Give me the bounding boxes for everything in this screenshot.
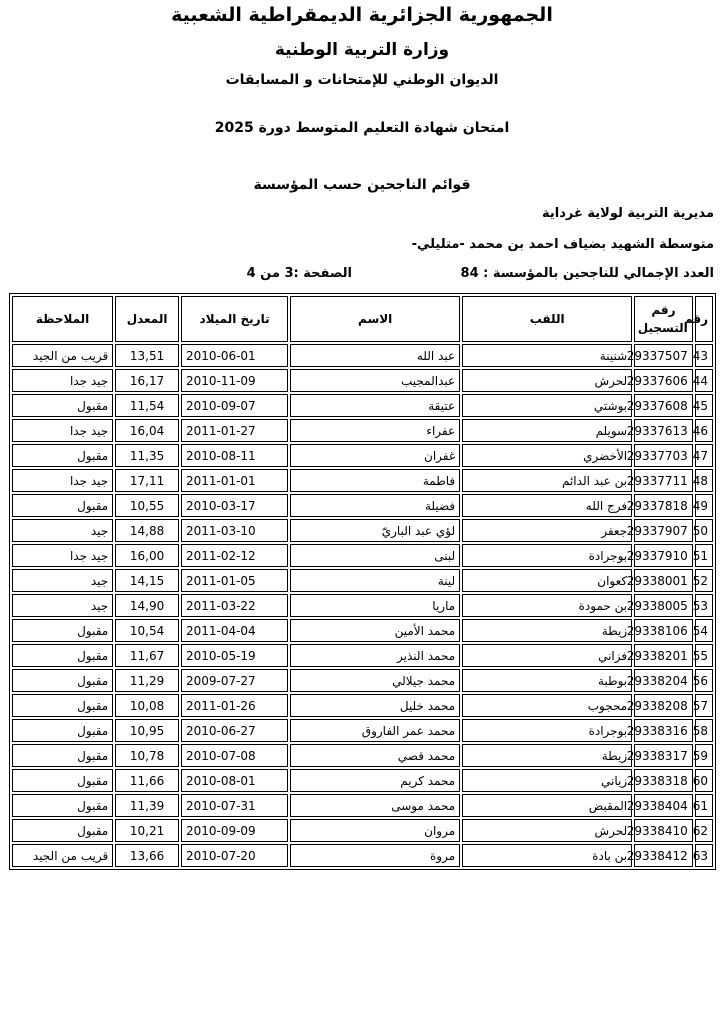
- birth-date-cell: 2010-09-07: [181, 394, 288, 417]
- row-number: 56: [695, 669, 713, 692]
- registration-number: 29338412: [634, 844, 693, 867]
- average-cell: 17,11: [115, 469, 179, 492]
- surname-cell: سويلم: [462, 419, 632, 442]
- registration-number: 29337703: [634, 444, 693, 467]
- registration-number: 29338201: [634, 644, 693, 667]
- remark-cell: جيد: [12, 519, 113, 542]
- row-number: 59: [695, 744, 713, 767]
- birth-date-cell: 2011-03-22: [181, 594, 288, 617]
- row-number: 49: [695, 494, 713, 517]
- table-row: [12, 744, 713, 767]
- average-cell: 16,04: [115, 419, 179, 442]
- row-number: 53: [695, 594, 713, 617]
- table-row: [12, 619, 713, 642]
- table-row: [12, 419, 713, 442]
- remark-cell: مقبول: [12, 794, 113, 817]
- remark-cell: مقبول: [12, 744, 113, 767]
- table-row: [12, 694, 713, 717]
- table-row: [12, 369, 713, 392]
- results-table: [9, 293, 716, 870]
- birth-date-cell: 2010-07-20: [181, 844, 288, 867]
- header-avg: المعدل: [115, 296, 179, 342]
- birth-date-cell: 2011-01-27: [181, 419, 288, 442]
- first-name-cell: عفراء: [290, 419, 460, 442]
- remark-cell: مقبول: [12, 819, 113, 842]
- remark-cell: قريب من الجيد: [12, 844, 113, 867]
- first-name-cell: محمد جيلالي: [290, 669, 460, 692]
- surname-cell: لحرش: [462, 369, 632, 392]
- first-name-cell: محمد عمر الفاروق: [290, 719, 460, 742]
- remark-cell: جيد جدا: [12, 419, 113, 442]
- average-cell: 14,88: [115, 519, 179, 542]
- row-number: 44: [695, 369, 713, 392]
- first-name-cell: لؤي عبد الباريّ: [290, 519, 460, 542]
- row-number: 54: [695, 619, 713, 642]
- surname-cell: زيطة: [462, 619, 632, 642]
- average-cell: 16,17: [115, 369, 179, 392]
- birth-date-cell: 2011-01-01: [181, 469, 288, 492]
- surname-cell: زيطة: [462, 744, 632, 767]
- remark-cell: مقبول: [12, 494, 113, 517]
- table-row: [12, 794, 713, 817]
- birth-date-cell: 2011-01-26: [181, 694, 288, 717]
- row-number: 47: [695, 444, 713, 467]
- remark-cell: مقبول: [12, 394, 113, 417]
- registration-number: 29337910: [634, 544, 693, 567]
- table-row: [12, 769, 713, 792]
- surname-cell: بوجرادة: [462, 544, 632, 567]
- table-row: [12, 494, 713, 517]
- header-dob: تاريخ الميلاد: [181, 296, 288, 342]
- first-name-cell: محمد كريم: [290, 769, 460, 792]
- surname-cell: المقبض: [462, 794, 632, 817]
- row-number: 55: [695, 644, 713, 667]
- average-cell: 11,35: [115, 444, 179, 467]
- registration-number: 29337818: [634, 494, 693, 517]
- birth-date-cell: 2011-03-10: [181, 519, 288, 542]
- first-name-cell: محمد النذير: [290, 644, 460, 667]
- first-name-cell: محمد خليل: [290, 694, 460, 717]
- first-name-cell: عبدالمجيب: [290, 369, 460, 392]
- registration-number: 29337608: [634, 394, 693, 417]
- surname-cell: فزاني: [462, 644, 632, 667]
- average-cell: 10,95: [115, 719, 179, 742]
- surname-cell: شنينة: [462, 344, 632, 367]
- office-title: الديوان الوطني للإمتحانات و المسابقات: [225, 72, 499, 88]
- table-row: [12, 644, 713, 667]
- directorate-label: مديرية التربية لولاية غرداية: [541, 206, 714, 221]
- birth-date-cell: 2010-03-17: [181, 494, 288, 517]
- first-name-cell: محمد قصي: [290, 744, 460, 767]
- surname-cell: بن بادة: [462, 844, 632, 867]
- average-cell: 14,90: [115, 594, 179, 617]
- registration-number: 29337711: [634, 469, 693, 492]
- remark-cell: جيد جدا: [12, 369, 113, 392]
- registration-number: 29338410: [634, 819, 693, 842]
- row-number: 51: [695, 544, 713, 567]
- remark-cell: مقبول: [12, 644, 113, 667]
- average-cell: 11,29: [115, 669, 179, 692]
- surname-cell: بن عبد الدائم: [462, 469, 632, 492]
- remark-cell: مقبول: [12, 444, 113, 467]
- registration-number: 29338317: [634, 744, 693, 767]
- birth-date-cell: 2010-05-19: [181, 644, 288, 667]
- remark-cell: مقبول: [12, 719, 113, 742]
- registration-number: 29338404: [634, 794, 693, 817]
- ministry-title: وزارة التربية الوطنية: [274, 40, 450, 60]
- average-cell: 11,54: [115, 394, 179, 417]
- surname-cell: بوطبة: [462, 669, 632, 692]
- average-cell: 16,00: [115, 544, 179, 567]
- birth-date-cell: 2010-08-01: [181, 769, 288, 792]
- header-note: الملاحظة: [12, 296, 113, 342]
- remark-cell: جيد: [12, 569, 113, 592]
- first-name-cell: عتيقة: [290, 394, 460, 417]
- total-count-label: العدد الإجمالي للناجحين بالمؤسسة : 84: [460, 266, 714, 281]
- registration-number: 29338001: [634, 569, 693, 592]
- average-cell: 11,67: [115, 644, 179, 667]
- registration-number: 29338106: [634, 619, 693, 642]
- row-number: 62: [695, 819, 713, 842]
- remark-cell: جيد: [12, 594, 113, 617]
- table-row: [12, 469, 713, 492]
- table-row: [12, 544, 713, 567]
- registration-number: 29338005: [634, 594, 693, 617]
- row-number: 46: [695, 419, 713, 442]
- table-row: [12, 669, 713, 692]
- birth-date-cell: 2010-06-01: [181, 344, 288, 367]
- surname-cell: كعوان: [462, 569, 632, 592]
- row-number: 61: [695, 794, 713, 817]
- table-row: [12, 394, 713, 417]
- republic-title: الجمهورية الجزائرية الديمقراطية الشعبية: [171, 4, 553, 26]
- row-number: 50: [695, 519, 713, 542]
- table-row: [12, 844, 713, 867]
- row-number: 60: [695, 769, 713, 792]
- remark-cell: مقبول: [12, 694, 113, 717]
- table-header-row: [12, 296, 713, 342]
- list-title: قوائم الناجحين حسب المؤسسة: [253, 177, 471, 193]
- table-row: [12, 344, 713, 367]
- first-name-cell: لبنى: [290, 544, 460, 567]
- average-cell: 11,39: [115, 794, 179, 817]
- birth-date-cell: 2010-08-11: [181, 444, 288, 467]
- surname-cell: فرج الله: [462, 494, 632, 517]
- registration-number: 29337907: [634, 519, 693, 542]
- birth-date-cell: 2010-07-31: [181, 794, 288, 817]
- registration-number: 29338208: [634, 694, 693, 717]
- first-name-cell: مروة: [290, 844, 460, 867]
- table-row: [12, 819, 713, 842]
- birth-date-cell: 2010-07-08: [181, 744, 288, 767]
- average-cell: 11,66: [115, 769, 179, 792]
- exam-title: امتحان شهادة التعليم المتوسط دورة 2025: [214, 120, 510, 136]
- surname-cell: بن حمودة: [462, 594, 632, 617]
- remark-cell: جيد جدا: [12, 469, 113, 492]
- row-number: 52: [695, 569, 713, 592]
- table-row: [12, 594, 713, 617]
- surname-cell: بوجرادة: [462, 719, 632, 742]
- average-cell: 10,08: [115, 694, 179, 717]
- birth-date-cell: 2011-02-12: [181, 544, 288, 567]
- remark-cell: مقبول: [12, 669, 113, 692]
- row-number: 45: [695, 394, 713, 417]
- row-number: 63: [695, 844, 713, 867]
- table-row: [12, 719, 713, 742]
- first-name-cell: فاطمة: [290, 469, 460, 492]
- row-number: 58: [695, 719, 713, 742]
- registration-number: 29337507: [634, 344, 693, 367]
- first-name-cell: ماريا: [290, 594, 460, 617]
- birth-date-cell: 2010-09-09: [181, 819, 288, 842]
- remark-cell: قريب من الجيد: [12, 344, 113, 367]
- first-name-cell: لينة: [290, 569, 460, 592]
- remark-cell: مقبول: [12, 769, 113, 792]
- registration-number: 29337606: [634, 369, 693, 392]
- header-num: رقم: [695, 296, 713, 342]
- row-number: 48: [695, 469, 713, 492]
- surname-cell: بوشتي: [462, 394, 632, 417]
- first-name-cell: فضيلة: [290, 494, 460, 517]
- surname-cell: زياني: [462, 769, 632, 792]
- first-name-cell: محمد الأمين: [290, 619, 460, 642]
- first-name-cell: محمد موسى: [290, 794, 460, 817]
- average-cell: 10,78: [115, 744, 179, 767]
- first-name-cell: عبد الله: [290, 344, 460, 367]
- row-number: 57: [695, 694, 713, 717]
- surname-cell: محجوب: [462, 694, 632, 717]
- average-cell: 10,54: [115, 619, 179, 642]
- header-reg: رقم التسجيل: [634, 296, 693, 342]
- row-number: 43: [695, 344, 713, 367]
- average-cell: 13,51: [115, 344, 179, 367]
- registration-number: 29337613: [634, 419, 693, 442]
- first-name-cell: غفران: [290, 444, 460, 467]
- header-surname: اللقب: [462, 296, 632, 342]
- first-name-cell: مروان: [290, 819, 460, 842]
- birth-date-cell: 2010-06-27: [181, 719, 288, 742]
- table-row: [12, 569, 713, 592]
- average-cell: 14,15: [115, 569, 179, 592]
- table-row: [12, 444, 713, 467]
- average-cell: 10,21: [115, 819, 179, 842]
- remark-cell: جيد جدا: [12, 544, 113, 567]
- average-cell: 10,55: [115, 494, 179, 517]
- birth-date-cell: 2009-07-27: [181, 669, 288, 692]
- page-indicator: الصفحة :3 من 4: [246, 266, 352, 281]
- table-row: [12, 519, 713, 542]
- registration-number: 29338316: [634, 719, 693, 742]
- header-name: الاسم: [290, 296, 460, 342]
- surname-cell: الأخضري: [462, 444, 632, 467]
- registration-number: 29338318: [634, 769, 693, 792]
- surname-cell: لحرش: [462, 819, 632, 842]
- school-label: متوسطة الشهيد بضياف احمد بن محمد -متليلي-: [411, 237, 714, 252]
- registration-number: 29338204: [634, 669, 693, 692]
- birth-date-cell: 2010-11-09: [181, 369, 288, 392]
- surname-cell: جعفر: [462, 519, 632, 542]
- birth-date-cell: 2011-01-05: [181, 569, 288, 592]
- remark-cell: مقبول: [12, 619, 113, 642]
- birth-date-cell: 2011-04-04: [181, 619, 288, 642]
- average-cell: 13,66: [115, 844, 179, 867]
